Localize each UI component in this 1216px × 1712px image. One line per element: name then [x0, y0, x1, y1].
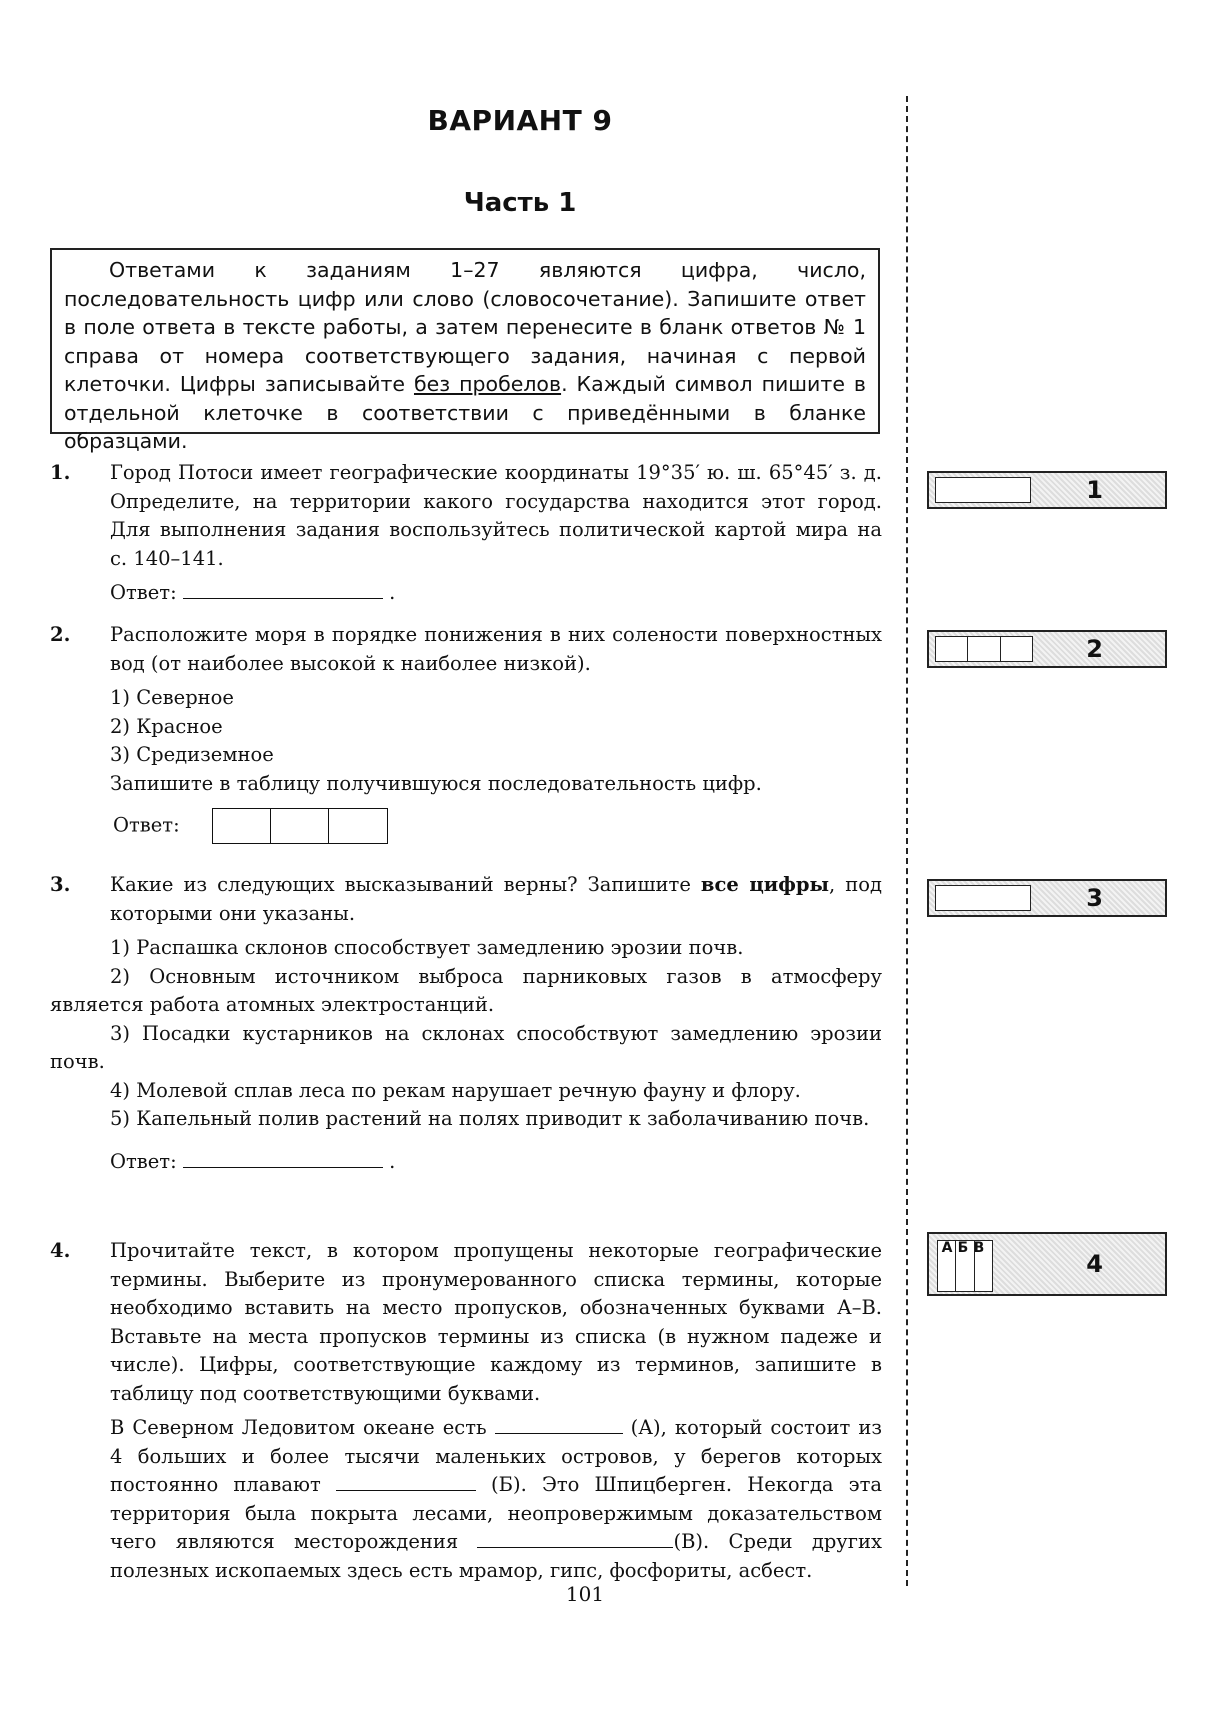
instruction-text-start: Ответами к заданиям 1–27 являются цифра, число, последовательность цифр или слово (словосочетание). Запишите ответ в поле ответа в тексте работы, а затем перенесите в бланк ответов № 1 справа от номера соответствующего задания, начиная с первой клеточки. Цифры записывайте	[64, 258, 866, 396]
answer-dot: .	[389, 1149, 396, 1173]
task-2	[50, 621, 882, 844]
task-text: Прочитайте текст, в котором пропущены некоторые географические термины. Выберите из пронумерованного списка термины, которые необходимо вставить на место пропусков, обозначенных буквами А–В. Вставьте на места пропусков термины из списка (в нужном падеже и числе). Цифры, соответствующие каждому из терминов, запишите в таблицу под соответствующими буквами.	[110, 1239, 882, 1405]
answer-row	[110, 1148, 882, 1177]
answer-cell[interactable]	[271, 809, 329, 843]
variant-title: ВАРИАНТ 9	[427, 104, 613, 137]
task-number: 1.	[50, 461, 71, 484]
page-number: 101	[565, 1582, 605, 1606]
box-number: 1	[1086, 476, 1103, 504]
answer-row	[113, 808, 882, 844]
letter-b: Б	[957, 1240, 969, 1256]
answer-dot: .	[389, 581, 396, 604]
answer-label: Ответ:	[110, 1149, 177, 1173]
instruction-underlined: без пробелов	[413, 372, 562, 396]
answer-label: Ответ:	[113, 813, 180, 837]
box-number: 2	[1086, 635, 1103, 663]
blank-b[interactable]	[336, 1474, 476, 1491]
passage-part: (А), который состоит из 4 больших и более тысячи маленьких островов, у берегов которых постоянно плавают	[110, 1416, 882, 1496]
task-3	[50, 871, 882, 1176]
answer-sheet-letters	[939, 1240, 987, 1256]
passage-part: В Северном Ледовитом океане есть	[110, 1416, 495, 1439]
option-list	[110, 684, 882, 798]
answer-cells	[212, 808, 388, 844]
task-text	[110, 871, 882, 928]
answer-sheet-cell[interactable]	[968, 637, 1000, 661]
part-title: Часть 1	[463, 188, 577, 218]
cut-line	[906, 96, 908, 1586]
option: 2) Основным источником выброса парниковых газов в атмосферу является работа атомных электростанций.	[50, 964, 882, 1016]
option: 2) Красное	[110, 714, 223, 738]
task-text-end: , под которыми они указаны.	[110, 873, 883, 925]
task-4	[50, 1237, 882, 1585]
instruction-box	[50, 248, 880, 453]
blank-c[interactable]	[477, 1531, 673, 1548]
option: 1) Распашка склонов способствует замедлению эрозии почв.	[110, 936, 744, 959]
option-list	[50, 934, 882, 1134]
task-passage	[110, 1414, 882, 1585]
answer-line[interactable]	[183, 1151, 383, 1168]
answer-sheet-cell[interactable]	[936, 637, 968, 661]
answer-sheet-cell[interactable]	[1001, 637, 1032, 661]
letter-a: А	[941, 1240, 953, 1256]
task-number: 4.	[50, 1239, 71, 1262]
answer-sheet-field	[935, 636, 1033, 662]
task-number: 3.	[50, 873, 71, 896]
answer-sheet-field[interactable]	[935, 885, 1031, 911]
task-text: Город Потоси имеет географические координаты 19°35′ ю. ш. 65°45′ з. д. Определите, на территории какого государства находится этот город. Для выполнения задания воспользуйтесь политической картой мира на с. 140–141.	[110, 461, 882, 570]
answer-sheet-field[interactable]	[935, 477, 1031, 503]
task-text-bold: все цифры	[700, 873, 830, 896]
box-number: 4	[1086, 1250, 1103, 1278]
instruction-text	[64, 256, 866, 456]
option: 1) Северное	[110, 686, 234, 709]
task-footer: Запишите в таблицу получившуюся последовательность цифр.	[110, 771, 762, 795]
answer-sheet-box-4	[927, 1232, 1167, 1296]
task-text-start: Какие из следующих высказываний верны? Запишите	[110, 873, 701, 896]
instruction-text-end: . Каждый символ пишите в отдельной клеточке в соответствии с приведёнными в бланке образцами.	[64, 372, 866, 453]
answer-sheet-box-1	[927, 471, 1167, 509]
answer-sheet-box-2	[927, 630, 1167, 668]
answer-sheet-box-3	[927, 879, 1167, 917]
answer-cell[interactable]	[213, 809, 271, 843]
task-text: Расположите моря в порядке понижения в них солености поверхностных вод (от наиболее высокой к наиболее низкой).	[110, 623, 882, 675]
option: 4) Молевой сплав леса по рекам нарушает речную фауну и флору.	[110, 1078, 801, 1102]
option: 3) Средиземное	[110, 743, 274, 766]
option: 3) Посадки кустарников на склонах способствуют замедлению эрозии почв.	[50, 1021, 882, 1073]
answer-label: Ответ:	[110, 581, 177, 604]
option: 5) Капельный полив растений на полях приводит к заболачиванию почв.	[110, 1107, 870, 1130]
box-number: 3	[1086, 884, 1103, 912]
answer-line[interactable]	[183, 582, 383, 599]
task-number: 2.	[50, 623, 71, 646]
passage-part: (Б). Это Шпицберген. Некогда эта территория была покрыта лесами, неопровержимым доказательством чего являются месторождения	[110, 1473, 883, 1553]
blank-a[interactable]	[495, 1417, 623, 1434]
answer-cell[interactable]	[329, 809, 387, 843]
answer-row	[110, 579, 882, 608]
letter-v: В	[973, 1240, 985, 1256]
passage-part: (В). Среди других полезных ископаемых здесь есть мрамор, гипс, фосфориты, асбест.	[110, 1530, 882, 1582]
task-1	[50, 459, 882, 608]
